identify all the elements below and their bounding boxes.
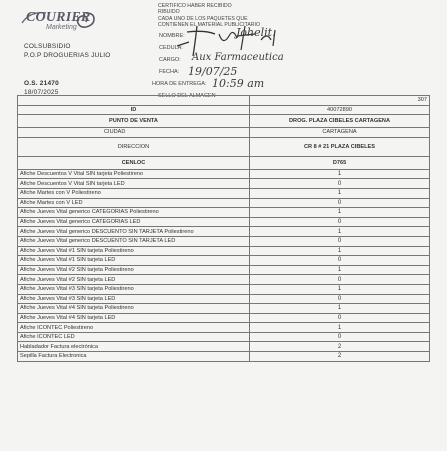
table-row — [18, 313, 430, 323]
logo-sub-text: Marketing — [46, 24, 77, 31]
item-rows — [18, 169, 430, 361]
item-name: Afiche Jueves Vital #4 SIN tarjeta Poliestireno — [18, 304, 250, 314]
pv-label: PUNTO DE VENTA — [18, 115, 250, 128]
cenloc-label: CENLOC — [18, 156, 250, 169]
item-quantity: 0 — [250, 294, 430, 304]
item-name: Afiche Jueves Vital #1 SIN tarjeta Poliestireno — [18, 246, 250, 256]
item-quantity: 1 — [250, 169, 430, 179]
handwritten-fecha: 19/07/25 — [188, 65, 238, 78]
table-row — [18, 169, 430, 179]
table-row — [18, 208, 430, 218]
field-label-sello: SELLO DEL ALMACEN — [158, 93, 216, 99]
client-name: COLSUBSIDIO — [24, 43, 71, 50]
cert-line: CERTIFICO HABER RECIBIDO — [158, 3, 232, 9]
city-label: CIUDAD — [18, 128, 250, 138]
item-quantity: 0 — [250, 313, 430, 323]
field-label-cargo: CARGO: — [159, 57, 181, 63]
table-row — [18, 275, 430, 285]
item-quantity: 1 — [250, 323, 430, 333]
table-row — [18, 96, 430, 106]
table-row — [18, 128, 430, 138]
id-value: 40072890 — [250, 105, 430, 115]
item-quantity: 0 — [250, 236, 430, 246]
table-row — [18, 188, 430, 198]
item-quantity: 1 — [250, 265, 430, 275]
table-row — [18, 323, 430, 333]
item-quantity: 1 — [250, 284, 430, 294]
item-name: Afiche Martes con V Poliestireno — [18, 188, 250, 198]
table-row — [18, 246, 430, 256]
campaign-name: P.O.P DROGUERIAS JULIO — [24, 52, 111, 59]
item-name: Afiche Jueves Vital #1 SIN tarjeta LED — [18, 256, 250, 266]
table-row — [18, 256, 430, 266]
cert-line: CADA UNO DE LOS PAQUETES QUE — [158, 15, 248, 22]
table-row — [18, 284, 430, 294]
item-name: Afiche Descuentos V Vital SIN tarjeta LED — [18, 179, 250, 189]
item-name: Afiche ICONTEC LED — [18, 332, 250, 342]
item-name: Afiche Jueves Vital generico CATEGORIAS LED — [18, 217, 250, 227]
handwritten-signature-text: Johelit. — [236, 26, 276, 39]
item-quantity: 0 — [250, 332, 430, 342]
item-quantity: 0 — [250, 179, 430, 189]
table-row — [18, 179, 430, 189]
item-name: Afiche ICONTEC Poliestireno — [18, 323, 250, 333]
handwritten-hora: 10:59 am — [212, 77, 265, 90]
item-quantity: 1 — [250, 304, 430, 314]
cert-line: CONTIENEN EL MATERIAL PUBLICITARIO — [158, 21, 261, 28]
delivery-table — [17, 95, 430, 362]
table-row — [18, 156, 430, 169]
item-name: Sepilla Factura Electronica — [18, 352, 250, 362]
order-number: O.S. 21470 — [24, 80, 59, 87]
dir-value: CR 8 # 21 PLAZA CIBELES — [250, 137, 430, 156]
item-quantity: 2 — [250, 342, 430, 352]
table-row — [18, 227, 430, 237]
order-date: 18/07/2025 — [24, 89, 59, 96]
item-name: Afiche Jueves Vital #2 SIN tarjeta Poliestireno — [18, 265, 250, 275]
dir-label: DIRECCION — [18, 137, 250, 156]
item-name: Afiche Jueves Vital generico DESCUENTO SIN TARJETA LED — [18, 236, 250, 246]
id-label: ID — [18, 105, 250, 115]
item-name: Afiche Jueves Vital #2 SIN tarjeta LED — [18, 275, 250, 285]
table-row — [18, 105, 430, 115]
item-name: Afiche Jueves Vital #3 SIN tarjeta Poliestireno — [18, 284, 250, 294]
item-quantity: 1 — [250, 208, 430, 218]
company-logo — [20, 9, 102, 35]
item-quantity: 1 — [250, 227, 430, 237]
table-row — [18, 217, 430, 227]
pv-value: DROG. PLAZA CIBELES CARTAGENA — [250, 115, 430, 128]
table-row — [18, 115, 430, 128]
item-name: Afiche Martes con V LED — [18, 198, 250, 208]
item-quantity: 0 — [250, 256, 430, 266]
table-row — [18, 352, 430, 362]
cert-line: RIBUIDO — [158, 9, 180, 16]
table-row — [18, 236, 430, 246]
item-name: Afiche Jueves Vital #4 SIN tarjeta LED — [18, 313, 250, 323]
table-row — [18, 198, 430, 208]
item-name: Afiche Jueves Vital #3 SIN tarjeta LED — [18, 294, 250, 304]
item-quantity: 1 — [250, 246, 430, 256]
item-name: Afiche Jueves Vital generico CATEGORIAS Poliestireno — [18, 208, 250, 218]
field-label-cedula: CEDULA: — [159, 45, 183, 51]
table-row — [18, 332, 430, 342]
item-quantity: 2 — [250, 352, 430, 362]
cenloc-value: D765 — [250, 156, 430, 169]
code-cell-empty — [18, 96, 250, 106]
table-row — [18, 342, 430, 352]
table-row — [18, 294, 430, 304]
item-quantity: 0 — [250, 217, 430, 227]
field-label-nombre: NOMBRE: — [159, 33, 185, 39]
field-label-hora: HORA DE ENTREGA: — [152, 81, 207, 87]
item-quantity: 0 — [250, 198, 430, 208]
table-row — [18, 304, 430, 314]
table-row — [18, 265, 430, 275]
logo-brand-text: COURIER — [26, 10, 91, 25]
item-name: Afiche Jueves Vital generico DESCUENTO SIN TARJETA Poliestireno — [18, 227, 250, 237]
item-quantity: 1 — [250, 188, 430, 198]
table-row — [18, 137, 430, 156]
city-value: CARTAGENA — [250, 128, 430, 138]
item-name: Afiche Descuentos V Vital SIN tarjeta Poliestireno — [18, 169, 250, 179]
code-cell: 307 — [250, 96, 430, 106]
field-label-fecha: FECHA: — [159, 69, 180, 75]
handwritten-cargo: Aux Farmaceutica — [192, 52, 284, 63]
item-name: Habladador Factura electrónica — [18, 342, 250, 352]
item-quantity: 0 — [250, 275, 430, 285]
